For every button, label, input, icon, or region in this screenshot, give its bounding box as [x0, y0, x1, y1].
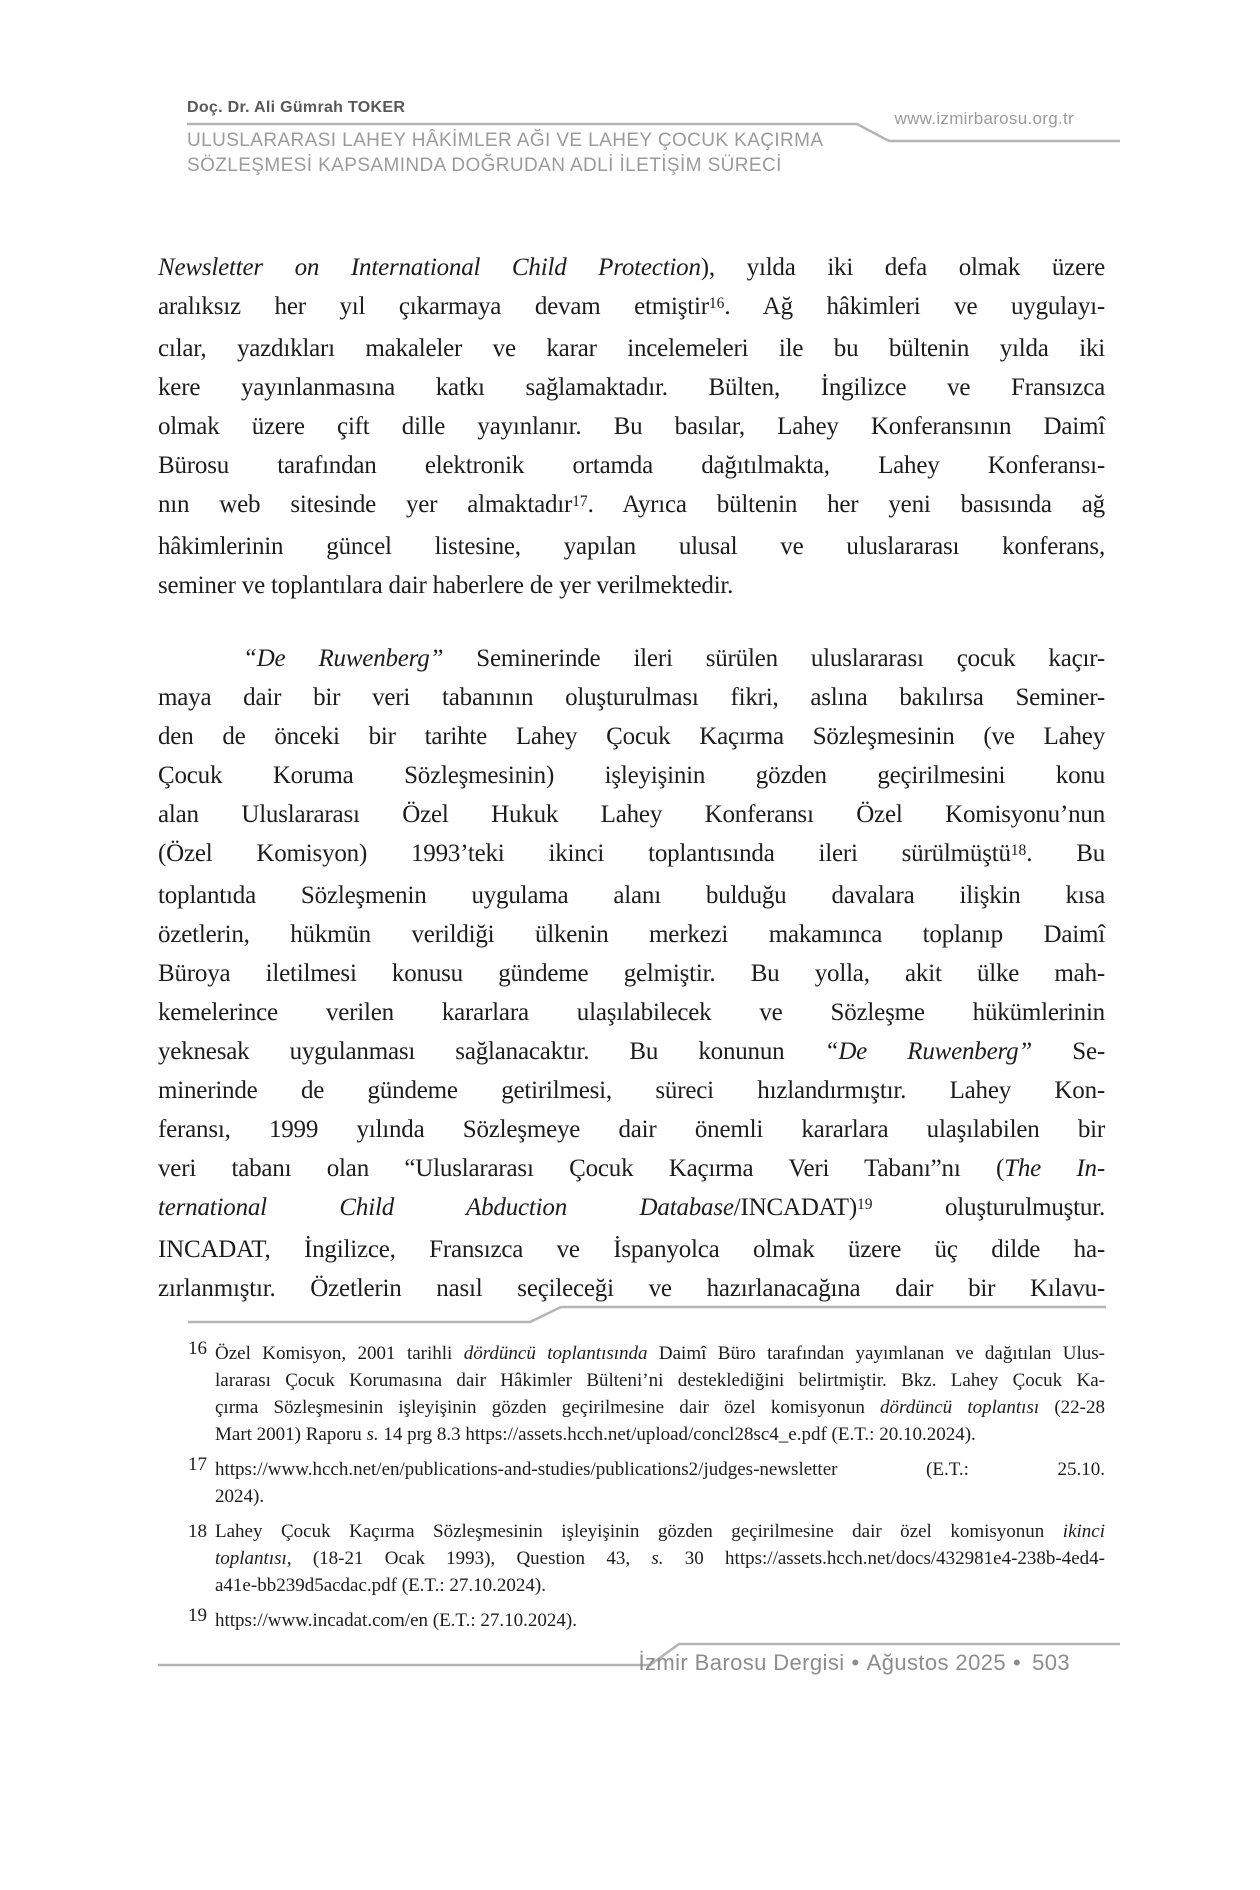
text-run: . Ağ hâkimleri ve uygulayı- — [724, 293, 1105, 320]
text-run: aralıksız her yıl çıkarmaya devam etmiştir — [158, 293, 709, 320]
text-run: 2024). — [215, 1486, 265, 1507]
text-run: Daimî Büro tarafından yayımlanan ve dağıtılan Ulus- — [647, 1343, 1105, 1364]
text-line — [158, 834, 1105, 876]
footer-bullet: • — [1012, 1650, 1022, 1675]
italic-text: dördüncü toplantısı — [880, 1397, 1040, 1418]
italic-text: Newsletter on International Child Protection — [158, 254, 701, 281]
text-run: a41e-bb239d5acdac.pdf (E.T.: 27.10.2024). — [215, 1575, 546, 1596]
text-run: oluşturulmuştur. — [872, 1194, 1105, 1221]
article-title-line-1: ULUSLARARASI LAHEY HÂKİMLER AĞI VE LAHEY ÇOCUK KAÇIRMA — [187, 130, 824, 151]
text-run: alan Uluslararası Özel Hukuk Lahey Konferansı Özel Komisyonu’nun — [158, 801, 1105, 828]
italic-text: s. — [651, 1548, 664, 1569]
text-run: Se- — [1032, 1038, 1105, 1065]
footnote-reference: 17 — [572, 492, 588, 510]
footnote-item — [158, 1518, 1105, 1599]
text-line — [158, 954, 1105, 993]
footnote-number: 18 — [188, 1521, 207, 1542]
text-line — [158, 1269, 1105, 1308]
italic-text: dördüncü toplantısında — [463, 1343, 648, 1364]
text-line — [158, 407, 1105, 446]
text-line — [215, 1607, 1105, 1634]
text-line — [158, 1230, 1105, 1269]
text-run: kere yayınlanmasına katkı sağlamaktadır. Bülten, İngilizce ve Fransızca — [158, 374, 1105, 401]
text-run: /INCADAT) — [733, 1194, 857, 1221]
text-run: INCADAT, İngilizce, Fransızca ve İspanyolca olmak üzere üç dilde ha- — [158, 1236, 1105, 1263]
text-run: veri tabanı olan “Uluslararası Çocuk Kaçırma Veri Tabanı”nı ( — [158, 1155, 1005, 1182]
text-line — [158, 756, 1105, 795]
text-run: zırlanmıştır. Özetlerin nasıl seçileceği ve hazırlanacağına dair bir Kılavu- — [158, 1275, 1105, 1302]
text-line — [158, 795, 1105, 834]
text-run: Özel Komisyon, 2001 tarihli — [215, 1343, 464, 1364]
italic-text: ikinci — [1062, 1521, 1105, 1542]
page-number: 503 — [1032, 1650, 1070, 1675]
text-line — [158, 915, 1105, 954]
text-run: minerinde de gündeme getirilmesi, süreci hızlandırmıştır. Lahey Kon- — [158, 1077, 1105, 1104]
text-line — [215, 1421, 1105, 1448]
text-run: çırma Sözleşmesinin işleyişinin gözden geçirilmesine dair özel komisyonun — [215, 1397, 881, 1418]
text-run: 14 prg 8.3 https://assets.hcch.net/upload/concl28sc4_e.pdf (E.T.: 20.10.2024). — [378, 1424, 976, 1445]
text-run: Mart 2001) Raporu — [215, 1424, 367, 1445]
text-run: hâkimlerinin güncel listesine, yapılan ulusal ve uluslararası konferans, — [158, 533, 1105, 560]
footnote-section — [158, 1340, 1105, 1642]
footnote-reference: 18 — [1010, 841, 1027, 859]
article-title-line-2: SÖZLEŞMESİ KAPSAMINDA DOĞRUDAN ADLİ İLETİŞİM SÜRECİ — [187, 155, 782, 176]
paragraph-1 — [158, 248, 1105, 605]
italic-text: The In- — [1004, 1155, 1105, 1182]
footnote-item — [158, 1340, 1105, 1448]
italic-text: “De Ruwenberg” — [243, 645, 444, 672]
text-line — [215, 1394, 1105, 1421]
text-run: https://www.hcch.net/en/publications-and-studies/publications2/judges-newsletter (E.T.: 25.10. — [215, 1459, 1105, 1480]
text-run: kemelerince verilen kararlara ulaşılabilecek ve Sözleşme hükümlerinin — [158, 999, 1105, 1026]
text-run: toplantıda Sözleşmenin uygulama alanı bulduğu davalara ilişkin kısa — [158, 882, 1105, 909]
text-run: ), yılda iki defa olmak üzere — [700, 254, 1105, 281]
text-run: Bürosu tarafından elektronik ortamda dağıtılmakta, Lahey Konferansı- — [158, 452, 1105, 479]
text-run: Seminerinde ileri sürülen uluslararası çocuk kaçır- — [443, 645, 1105, 672]
author-name: Doç. Dr. Ali Gümrah TOKER — [187, 99, 406, 116]
italic-text: toplantısı, — [215, 1548, 292, 1569]
text-run: feransı, 1999 yılında Sözleşmeye dair önemli kararlara ulaşılabilen bir — [158, 1116, 1105, 1143]
text-line — [158, 1149, 1105, 1188]
text-line — [158, 876, 1105, 915]
text-line — [158, 248, 1105, 287]
text-line — [158, 1188, 1105, 1230]
text-run: özetlerin, hükmün verildiği ülkenin merkezi makamınca toplanıp Daimî — [158, 921, 1105, 948]
text-line — [158, 527, 1105, 566]
text-run: den de önceki bir tarihte Lahey Çocuk Kaçırma Sözleşmesinin (ve Lahey — [158, 723, 1105, 750]
italic-text: s. — [366, 1424, 379, 1445]
text-run: Lahey Çocuk Kaçırma Sözleşmesinin işleyişinin gözden geçirilmesine dair özel komisyonun — [215, 1521, 1063, 1542]
text-run: https://www.incadat.com/en (E.T.: 27.10.2024). — [215, 1610, 577, 1631]
text-run: Çocuk Koruma Sözleşmesinin) işleyişinin gözden geçirilmesini konu — [158, 762, 1105, 789]
text-line — [215, 1456, 1105, 1483]
text-line — [158, 993, 1105, 1032]
text-run: (18-21 Ocak 1993), Question 43, — [291, 1548, 652, 1569]
text-line — [158, 287, 1105, 329]
footnote-number: 17 — [188, 1454, 207, 1475]
website-url: www.izmirbarosu.org.tr — [894, 109, 1074, 128]
italic-text: “De Ruwenberg” — [824, 1038, 1033, 1065]
text-line — [215, 1483, 1105, 1510]
paragraph-2 — [158, 639, 1105, 1308]
footnote-number: 19 — [188, 1605, 207, 1626]
text-line — [215, 1340, 1105, 1367]
article-title — [187, 128, 823, 178]
text-line — [158, 678, 1105, 717]
text-run: lararası Çocuk Korumasına dair Hâkimler Bülteni’ni desteklediğini belirtmiştir. Bkz. Lahey Çocuk Ka- — [215, 1370, 1105, 1391]
text-run: . Ayrıca bültenin her yeni basısında ağ — [587, 491, 1105, 518]
text-line — [215, 1545, 1105, 1572]
text-line — [158, 329, 1105, 368]
text-line — [215, 1572, 1105, 1599]
text-line — [158, 639, 1105, 678]
footnote-reference: 16 — [708, 294, 725, 312]
text-line — [158, 1032, 1105, 1071]
footnote-separator-rule — [188, 1307, 1106, 1322]
text-line — [158, 368, 1105, 407]
journal-issue: Ağustos 2025 — [866, 1650, 1006, 1675]
journal-footer-text — [638, 1650, 1070, 1676]
footnote-reference: 19 — [856, 1195, 873, 1213]
text-run: yeknesak uygulanması sağlanacaktır. Bu konunun — [158, 1038, 825, 1065]
text-run: 30 https://assets.hcch.net/docs/432981e4-238b-4ed4- — [663, 1548, 1105, 1569]
text-run: maya dair bir veri tabanının oluşturulması fikri, aslına bakılırsa Seminer- — [158, 684, 1105, 711]
italic-text: ternational Child Abduction Database — [158, 1194, 734, 1221]
text-line — [158, 1071, 1105, 1110]
text-run: Büroya iletilmesi konusu gündeme gelmiştir. Bu yolla, akit ülke mah- — [158, 960, 1105, 987]
text-line — [158, 485, 1105, 527]
text-run: cılar, yazdıkları makaleler ve karar incelemeleri ile bu bültenin yılda iki — [158, 335, 1105, 362]
text-line — [215, 1518, 1105, 1545]
journal-name: İzmir Barosu Dergisi — [638, 1650, 845, 1675]
text-run: seminer ve toplantılara dair haberlere de yer verilmektedir. — [158, 572, 734, 599]
footer-bullet: • — [851, 1650, 860, 1675]
text-line — [215, 1367, 1105, 1394]
footnote-number: 16 — [188, 1338, 207, 1359]
footnote-item — [158, 1607, 1105, 1634]
text-line — [158, 717, 1105, 756]
text-line — [158, 446, 1105, 485]
text-run: olmak üzere çift dille yayınlanır. Bu basılar, Lahey Konferansının Daimî — [158, 413, 1105, 440]
text-line — [158, 566, 1105, 605]
text-run: (22-28 — [1039, 1397, 1105, 1418]
text-run: . Bu — [1026, 840, 1105, 867]
text-run: (Özel Komisyon) 1993’teki ikinci toplantısında ileri sürülmüştü — [158, 840, 1011, 867]
text-line — [158, 1110, 1105, 1149]
footnote-item — [158, 1456, 1105, 1510]
text-run: nın web sitesinde yer almaktadır — [158, 491, 573, 518]
